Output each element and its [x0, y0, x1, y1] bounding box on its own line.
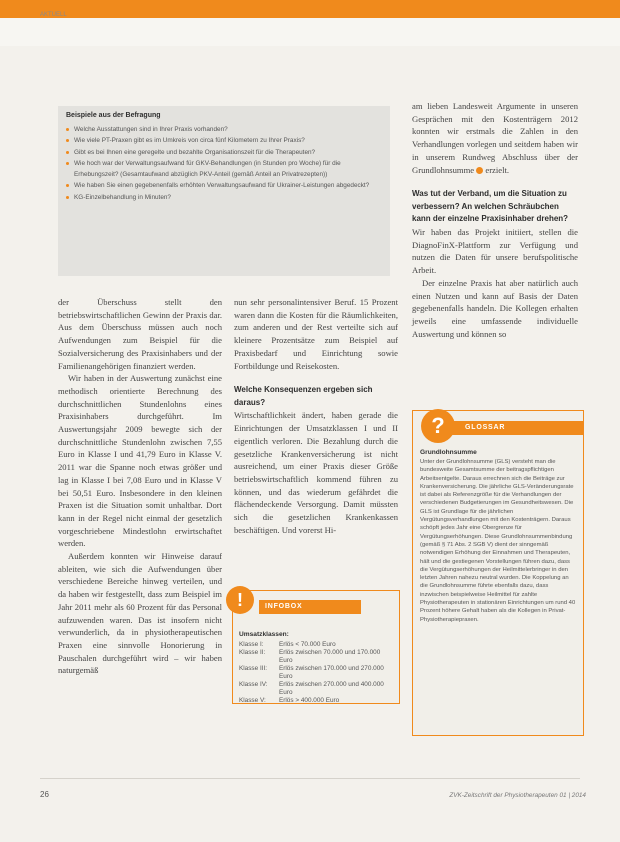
class-range: Erlös zwischen 70.000 und 170.000 Euro [279, 649, 381, 664]
journal-name: ZVK-Zeitschrift der Physiotherapeuten 01 | 2014 [449, 792, 586, 799]
exclamation-icon: ! [226, 586, 254, 614]
info-marker-icon [476, 167, 483, 174]
class-name: Klasse II: [239, 649, 266, 656]
table-row [239, 649, 394, 665]
table-row [239, 665, 394, 681]
class-name: Klasse V: [239, 697, 266, 704]
survey-question: Wie viele PT-Praxen gibt es im Umkreis von circa fünf Kilometern zu Ihrer Praxis? [66, 135, 384, 146]
table-row [239, 681, 394, 697]
glossary-definition: Unter der Grundlohnsumme (GLS) versteht man die bundesweite Gesamtsumme der beitragspflichtigen Arbeitsentgelte. Daraus errechnen sich die Beiträge zur Krankenversicherung. Die jährliche GLS-Veränderungsrate ist dabei als Referenzgröße für die Verhandlungen der verschiedenen Budgetierungen im Gesundheitswesen. Die GLS ist Grundlage für die jährlichen Vergütungsverhandlungen mit den Kostenträgern. Daraus schöpft jedes Jahr eine Obergrenze für Vergütungserhöhungen. Diese Grundlohnsummenbindung (gemäß § 71 Abs. 2 SGB V) dient der sinngemäß notwendigen Erhöhung der Einnahmen und Therapeuten, hält und die gestiegenen Vorstellungen führen dazu, dass die Vergütungserhöhungen der Heilmittelerbringer in den letzten Jahren nahezu neutral wurden. Die Koppelung an die Grundlohnsumme führte ebenfalls dazu, dass inzwischen beispielweise Heilmittel für zahlte Physiotherapeuten in stationären Einrichtungen um rund 40 Prozent höhere Gehalt haben als die Kollegen in Privat-Physiotherapiepraxen. [420, 459, 576, 623]
page-number: 26 [40, 790, 49, 799]
interview-question-heading: Was tut der Verband, um die Situation zu verbessern? An welchen Schräubchen kann der einzelne Praxisinhaber drehen? [412, 189, 569, 224]
glossary-term: Grundlohnsumme [420, 449, 477, 456]
glossary-box [412, 410, 584, 736]
infobox-label: INFOBOX [259, 600, 361, 614]
class-name: Klasse I: [239, 641, 264, 648]
text-column-middle [234, 296, 398, 536]
body-paragraph [412, 100, 578, 176]
footer-divider [40, 778, 580, 779]
table-row [239, 697, 394, 705]
survey-box-title: Beispiele aus der Befragung [66, 112, 161, 119]
interview-question-heading: Welche Konsequenzen ergeben sich daraus? [234, 385, 373, 407]
section-label: AKTUELL [40, 12, 67, 18]
class-range: Erlös zwischen 270.000 und 400.000 Euro [279, 681, 384, 696]
class-name: Klasse IV: [239, 681, 268, 688]
glossary-label: GLOSSAR [449, 421, 583, 435]
infobox [232, 590, 400, 704]
infobox-heading: Umsatzklassen: [239, 631, 289, 638]
body-paragraph: Wir haben in der Auswertung zunächst eine methodisch orientierte Berechnung des durchschnittlichen Stundenlohns eines Praxisinhabers durchgeführt. Im Auswertungsjahr 2009 bewegte sich der durchschnittliche Stundenlohn zwischen 7,55 Euro in Klasse I und 41,79 Euro in Klasse V. 2011 war die Spanne noch etwas größer und lag in Klasse I bei 7,08 Euro und in Klasse V bei 50,51 Euro. Insbesondere in den kleinen Praxen ist die Situation somit unhaltbar. Dort kann in der Regel nicht einmal der gesetzlich vorgeschriebene Mindestlohn erwirtschaftet werden. [58, 373, 222, 549]
text-column-right [412, 100, 578, 340]
top-accent-bar [0, 0, 620, 18]
survey-question: Welche Ausstattungen sind in Ihrer Praxis vorhanden? [66, 124, 384, 135]
body-paragraph: Wirtschaftlichkeit ändert, haben gerade die Einrichtungen der Umsatzklassen I und II eigentlich verloren. Die Bezahlung durch die gesetzliche Krankenversicherung ist nicht ausreichend, um einer Praxis dieser Größe betriebswirtschaftlich kommend führen zu können, und das wiederum gefährdet die flächendeckende Versorgung. Damit müssten sich die gesetzlichen Krankenkassen beschäftigen. Und vorerst Hi- [234, 410, 398, 535]
survey-question: Wie haben Sie einen gegebenenfalls erhöhten Verwaltungsaufwand für Ukrainer-Leistungen abgedeckt? [66, 180, 384, 191]
body-paragraph: Wir haben das Projekt initiiert, stellen die DiagnoFinX-Plattform zur Verfügung und nutzen die Daten für unsere berufspolitische Arbeit. [412, 227, 578, 276]
body-text: am lieben Landesweit Argumente in unseren Gesprächen mit den Kostenträgern 2012 konnten wir erstmals die Zahlen in den Verhandlungen vorlegen und seitdem haben wir in unserem Rundweg Abschluss über der Grundlohnsumme [412, 101, 578, 175]
question-mark-icon: ? [421, 409, 455, 443]
class-name: Klasse III: [239, 665, 268, 672]
body-paragraph: der Überschuss stellt den betriebswirtschaftlichen Gewinn der Praxis dar. Aus dem Überschuss müssen auch noch Aufwendungen zum Beispiel für die Sozialversicherung des Praxisinhabers und der Familienangehörigen finanziert werden. [58, 297, 222, 371]
survey-question: Gibt es bei Ihnen eine geregelte und bezahlte Organisationszeit für die Therapeuten? [66, 147, 384, 158]
class-range: Erlös zwischen 170.000 und 270.000 Euro [279, 665, 384, 680]
body-text: erzielt. [485, 164, 509, 175]
class-range: Erlös > 400.000 Euro [279, 697, 340, 704]
body-paragraph: nun sehr personalintensiver Beruf. 15 Prozent waren dann die Kosten für die Räumlichkeiten, zum anderen und der Rest verteilte sich auf kleinere Prozentsätze zum Beispiel auf Praxisbedarf und Einrichtung sowie Fortbildunge und Reisekosten. [234, 297, 398, 371]
survey-question-list [66, 124, 384, 203]
body-paragraph: Außerdem konnten wir Hinweise darauf ableiten, wie sich die Aufwendungen über verschiedene Bereiche hinweg verteilen, und da haben wir festgestellt, dass zum Beispiel im Jahr 2011 mehr als 60 Prozent für das Personal aufzuwenden waren. Das ist insofern nicht verwunderlich, da in physiotherapeutischen Praxen eine sinnvolle Honorierung in Pauschalen durchgeführt wird – wir haben naturgemäß [58, 551, 222, 676]
text-column-left [58, 296, 222, 677]
body-paragraph: Der einzelne Praxis hat aber natürlich auch einen Nutzen und kann auf Basis der Daten gegebenenfalls handeln. Die Kollegen erhalten jeweils eine umfassende individuelle Auswertung und können so [412, 277, 578, 339]
survey-question: Wie hoch war der Verwaltungsaufwand für GKV-Behandlungen (in Stunden pro Woche) für die Erhebungszeit? (Gesamtaufwand abzüglich PKV-Anteil (gemäß Anteil an Privatrezepten)) [66, 158, 384, 181]
table-row [239, 641, 394, 649]
class-range: Erlös < 70.000 Euro [279, 641, 336, 648]
revenue-class-table [239, 641, 394, 705]
header-band [0, 18, 620, 46]
survey-question: KG-Einzelbehandlung in Minuten? [66, 192, 384, 203]
